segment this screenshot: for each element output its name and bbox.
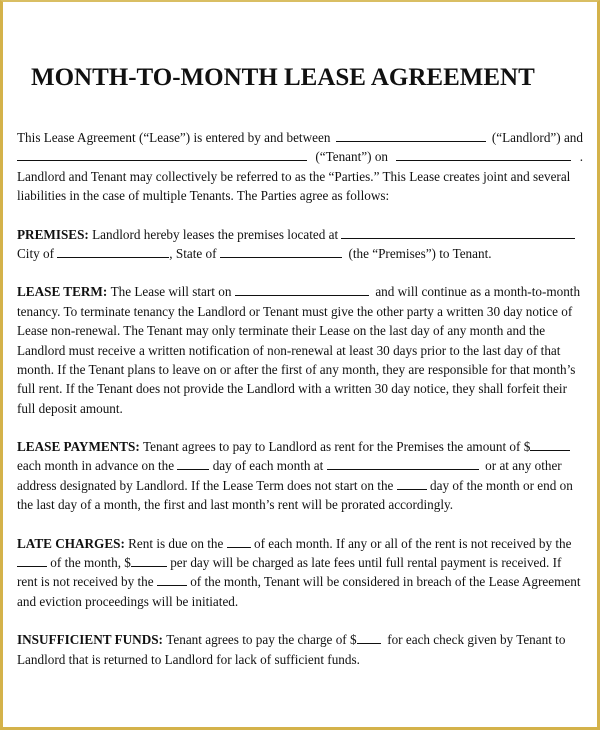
lease-term-line-5: month. If the Tenant plans to leave on or after the first of any month, they are responsible for that month’s [17, 361, 576, 377]
nsf-charge-blank[interactable] [357, 630, 381, 644]
city-blank[interactable] [57, 244, 169, 258]
lease-payments-line-1: LEASE PAYMENTS: Tenant agrees to pay to Landlord as rent for the Premises the amount of $ [17, 437, 583, 456]
lease-payments-section [17, 437, 583, 515]
insufficient-funds-line-2: Landlord that is returned to Landlord for lack of sufficient funds. [17, 651, 360, 667]
lease-payments-line-4: the last day of a month, the first and last month’s rent will be prorated accordingly. [17, 497, 454, 513]
lease-term-section [17, 282, 583, 418]
lease-term-line-4: Landlord must receive a written notification of non-renewal at least 30 days prior to the last day of that [17, 342, 561, 358]
insufficient-funds-section [17, 630, 583, 669]
insufficient-funds-line-1: INSUFFICIENT FUNDS: Tenant agrees to pay the charge of $ for each check given by Tenant to [17, 630, 583, 649]
rent-amount-blank[interactable] [530, 437, 570, 451]
lease-term-line-1: LEASE TERM: The Lease will start on and will continue as a month-to-month [17, 282, 583, 301]
premises-section [17, 225, 583, 264]
intro-line-1: This Lease Agreement (“Lease”) is entered by and between (“Landlord”) and [17, 130, 583, 145]
intro-line-2: (“Tenant”) on . [17, 147, 583, 166]
late-charges-heading: LATE CHARGES: [17, 535, 125, 551]
lease-document [17, 58, 583, 669]
premises-line-1: PREMISES: Landlord hereby leases the premises located at [17, 225, 583, 244]
premises-address-blank[interactable] [341, 225, 575, 239]
late-day-blank[interactable] [17, 553, 47, 567]
lease-term-line-7: full deposit amount. [17, 400, 123, 416]
premises-heading: PREMISES: [17, 226, 89, 242]
payment-address-blank[interactable] [327, 456, 479, 470]
rent-due-day-blank[interactable] [177, 456, 209, 470]
lease-payments-heading: LEASE PAYMENTS: [17, 439, 140, 455]
lease-date-blank[interactable] [396, 147, 571, 161]
lease-term-line-6: full rent. If the Tenant does not provide the Landlord with a written 30 day notice, they shall forfeit their [17, 381, 567, 397]
lease-term-line-3: Lease non-renewal. The Tenant may only terminate their Lease on the last day of any month and the [17, 323, 546, 339]
late-fee-amount-blank[interactable] [131, 553, 167, 567]
intro-section [17, 128, 583, 206]
lease-term-heading: LEASE TERM: [17, 284, 108, 300]
lease-payments-line-2: each month in advance on the day of each month at or at any other [17, 458, 562, 474]
intro-line-3: Landlord and Tenant may collectively be referred to as the “Parties.” This Lease creates joint and several [17, 168, 571, 184]
start-day-blank[interactable] [397, 476, 427, 490]
breach-day-blank[interactable] [157, 572, 187, 586]
intro-line-4: liabilities in the case of multiple Tenants. The Parties agree as follows: [17, 188, 390, 204]
late-charges-line-2: of the month, $ per day will be charged as late fees until full rental payment is received. If [17, 553, 583, 572]
late-charges-line-3: rent is not received by the of the month, Tenant will be considered in breach of the Lease Agreement [17, 574, 581, 590]
late-charges-section [17, 534, 583, 612]
rent-due-date-blank[interactable] [227, 534, 251, 548]
tenant-name-blank[interactable] [17, 147, 307, 161]
late-charges-line-4: and eviction proceedings will be initiated. [17, 593, 239, 609]
premises-line-2: City of , State of (the “Premises”) to Tenant. [17, 245, 492, 261]
lease-start-date-blank[interactable] [235, 282, 369, 296]
lease-payments-line-3: address designated by Landlord. If the Lease Term does not start on the day of the month or end on [17, 477, 573, 493]
state-blank[interactable] [220, 244, 342, 258]
document-title: MONTH-TO-MONTH LEASE AGREEMENT [31, 64, 535, 91]
landlord-name-blank[interactable] [336, 128, 486, 142]
lease-term-line-2: tenancy. To terminate tenancy the Landlord or Tenant must give the other party a written 30 day notice of [17, 303, 573, 319]
late-charges-line-1: LATE CHARGES: Rent is due on the of each month. If any or all of the rent is not received by the [17, 534, 583, 553]
insufficient-funds-heading: INSUFFICIENT FUNDS: [17, 632, 163, 648]
